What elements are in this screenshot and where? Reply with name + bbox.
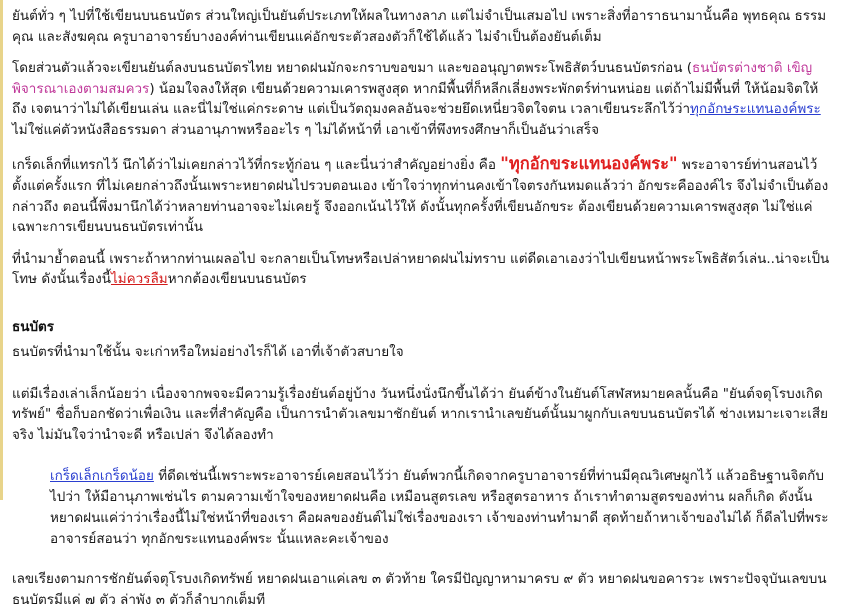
indented-note-block xyxy=(50,466,831,550)
paragraph-2 xyxy=(12,58,831,140)
footer-spacer xyxy=(12,559,831,569)
section-paragraph-2 xyxy=(12,384,831,446)
paragraph-1 xyxy=(12,6,831,47)
text-run: พระอาจารย์ท่านสอนไว้ตั้งแต่ครั้งแรก ที่ไม่เคยกล่าวถึงนั้นเพราะหยาดฝนไปรวบตอนเอง เข้าใจว่าทุกท่านคงเข้าใจตรงกันหมดแล้วว่า อักขระคือองค์ไร จึงไม่จำเป็นต้องกล่าวถึง ตอนนี้พึ่งมานึกได้ว่าหลายท่านอาจจะไม่เคยรู้ จึงออกเน้นไว้ให้ ดังนั้นทุกครั้งที่เขียนอักขระ ต้องเขียนด้วยความเคารพสูงสุด ไม่ใช่แค่เฉพาะการเขียนบนธนบัตรเท่านั้น xyxy=(12,157,829,236)
section-heading-banknote: ธนบัตร xyxy=(12,318,55,335)
paragraph-3 xyxy=(12,151,831,238)
footer-paragraph-1 xyxy=(12,569,831,610)
link-small-details[interactable]: เกร็ดเล็กเกร็ดน้อย xyxy=(50,468,154,485)
text-run: เกร็ดเล็กที่แทรกไว้ นึกได้ว่าไม่เคยกล่าวไว้ที่กระทู้ก่อน ๆ และนี่นว่าสำคัญอย่างยิ่ง คือ xyxy=(12,157,501,174)
section-spacer xyxy=(12,301,831,317)
paragraph-4 xyxy=(12,249,831,290)
text-run: เลขเรียงตามการชักยันต์จตุโรบงเกิดทรัพย์ หยาดฝนเอาแค่เลข ๓ ตัวท้าย ใครมีปัญญาหามาครบ ๙ ตัว หยาดฝนขอคารวะ เพราะปัจจุบันเลขบนธนบัตรมีแค่ ๗ ตัว ล่าพัง ๓ ตัวก็ลำบากเต็มที xyxy=(12,571,827,608)
section-paragraph-1 xyxy=(12,342,831,363)
indent-spacer xyxy=(12,456,831,466)
text-run: หากต้องเขียนบนธนบัตร xyxy=(167,271,307,288)
text-run: ยันต์ทั่ว ๆ ไปที่ใช้เขียนบนธนบัตร ส่วนใหญ่เป็นยันต์ประเภทให้ผลในทางลาภ แต่ไม่จำเป็นเสมอไป เพราะสิ่งที่อาราธนามานั้นคือ พุทธคุณ ธรรมคุณ และสังฆคุณ ครูบาอาจารย์บางองค์ท่านเขียนแค่อักขระตัวสองตัวก็ใช้ได้แล้ว ไม่จำเป็นต้องยันต์เต็ม xyxy=(12,8,827,45)
link-do-not-forget[interactable]: ไม่ควรลืม xyxy=(110,271,168,288)
link-foreign-banknote-note[interactable]: ธนบัตรต่างชาติ เขิญพิจารณาเองตามสมควร xyxy=(12,60,813,97)
left-margin-rule xyxy=(0,0,3,500)
link-every-letter-represents-buddha[interactable]: ทุกอักษระแทนองค์พระ xyxy=(690,101,821,118)
indented-paragraph-1 xyxy=(50,466,831,550)
text-run: ไม่ใช่แค่ตัวหนังสือธรรมดา ส่วนอานุภาพหรืออะไร ๆ ไม่ได้หน้าที่ เอาเข้าที่พึงทรงศึกษาก็เป็นอันว่าเสร็จ xyxy=(12,121,600,138)
text-run: โดยส่วนตัวแล้วจะเขียนยันต์ลงบนธนบัตรไทย หยาดฝนมักจะกราบขอขมา และขออนุญาตพระโพธิสัตว์บนธนบัตรก่อน ( xyxy=(12,60,693,77)
highlight-quote-every-letter: "ทุกอักขระแทนองค์พระ" xyxy=(500,154,678,174)
paragraph-spacer xyxy=(12,374,831,384)
text-run: ที่ดีดเช่นนี้เพราะพระอาจารย์เคยสอนไว้ว่า ยันต์พวกนี้เกิดจากครูบาอาจารย์ที่ท่านมีคุณวิเศษผูกไว้ แล้วอธิษฐานจิตกับไปว่า ให้มือานุภาพเช่นไร ตามความเข้าใจของหยาดฝนคือ เหมือนสูตรเลข หรือสูตรอาหาร ถ้าเราทำตามสูตรของท่าน ผลก็เกิด ดังนั้นหยาดฝนแค่ว่าว่าเรื่องนี้ไม่ใช่หน้าที่ของเรา คือผลของยันต์ไม่ใช่เรื่องของเรา เจ้าของท่านทำมาดี สุดท้ายถ้าหาเจ้าของไม่ได้ ก็ดีลไปที่พระอาจารย์สอนว่า ทุกอักขระแทนองค์พระ นั้นแหละคะเจ้าของ xyxy=(50,468,829,548)
text-run: แต่มีเรื่องเล่าเล็กน้อยว่า เนื่องจากพจจะมีความรู้เรื่องยันต์อยู่บ้าง วันหนึ่งนั่งนึกขึ้นได้ว่า ยันต์ข้างในยันต์โสฬสหมายคลนั้นคือ "ยันต์จตุโรบงเกิดทรัพย์" ชื่อก็บอกชัดว่าเพื่อเงิน และที่สำคัญคือ เป็นการนำตัวเลขมาชักยันต์ หากเรานำเลขยันต์นั้นมาผูกกับเลขบนธนบัตรได้ ช่างเหมาะเจาะเสียจริง ไม่มันใจว่านำจะดี หรือเปล่า จึงได้ลองทำ xyxy=(12,385,829,443)
text-run: ที่นำมาย้ำตอนนี้ เพราะถ้าหากท่านเผลอไป จะกลายเป็นโทษหรือเปล่าหยาดฝนไม่ทราบ แต่ดีดเอาเองว่าไปเขียนหน้าพระโพธิสัตว์เล่น..น่าจะเป็นโทษ ดังนั้นเรื่องนี้ xyxy=(12,250,830,288)
text-run: ธนบัตรที่นำมาใช้นั้น จะเก่าหรือใหม่อย่างไรก็ได้ เอาที่เจ้าตัวสบายใจ xyxy=(12,344,404,361)
text-run: ) น้อมใจลงให้สุด เขียนด้วยความเคารพสูงสุด หากมีพื้นที่ก็หลีกเลี่ยงพระพักตร์ท่านหน่อย แต่ถ้าไม่มีพื้นที่ ให้น้อมจิตให้ถึง เจตนาว่าไม่ได้เขียนเล่น และนี่ไม่ใช่แค่กระดาษ แต่เป็นวัตถุมงคลอันจะช่วยยึดเหนี่ยวจิตใจตน เวลาเขียนระลึกไว้ว่า xyxy=(12,80,819,118)
